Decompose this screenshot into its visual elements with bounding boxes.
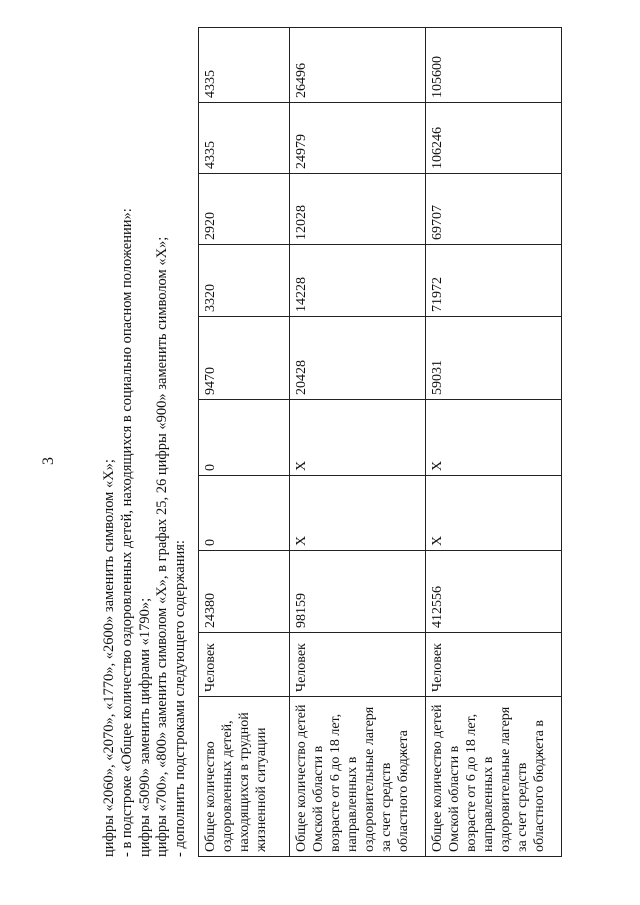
table-cell: 0 (199, 400, 290, 476)
table-cell: 106246 (426, 103, 562, 174)
row-name: Общее количество детей Омской области в возрасте от 6 до 18 лет, направленных в оздоровительные лагеря за счет средств областного бюджета в (426, 697, 562, 857)
table-cell: 69707 (426, 174, 562, 245)
row-unit: Человек (426, 633, 562, 697)
table-cell: 12028 (290, 174, 426, 245)
intro-line-5: - дополнить подстроками следующего содержания: (172, 540, 188, 857)
table-cell: 59031 (426, 317, 562, 400)
table-cell: Х (426, 400, 562, 476)
intro-line-1: цифры «2060», «2070», «1770», «2600» заменить символом «Х»; (101, 459, 117, 857)
intro-line-4: цифры «700», «800» заменить символом «Х», в графах 25, 26 цифры «900» заменить символом «Х»; (154, 236, 170, 857)
table-cell: Х (290, 476, 426, 551)
table-cell: 412556 (426, 551, 562, 633)
row-unit: Человек (199, 633, 290, 697)
table-cell: 71972 (426, 245, 562, 317)
table-row (290, 28, 426, 857)
data-table (198, 27, 562, 857)
table-row (426, 28, 562, 857)
page-number: 3 (40, 457, 57, 465)
table-cell: 9470 (199, 317, 290, 400)
table-cell: 105600 (426, 28, 562, 103)
table-row (199, 28, 290, 857)
row-unit: Человек (290, 633, 426, 697)
table-cell: Х (426, 476, 562, 551)
table-cell: Х (290, 400, 426, 476)
table-cell: 20428 (290, 317, 426, 400)
table-cell: 2920 (199, 174, 290, 245)
table-cell: 24380 (199, 551, 290, 633)
table-cell: 0 (199, 476, 290, 551)
table-cell: 14228 (290, 245, 426, 317)
table-cell: 98159 (290, 551, 426, 633)
table-cell: 4335 (199, 28, 290, 103)
row-name: Общее количество детей Омской области в возрасте от 6 до 18 лет, направленных в оздоровительные лагеря за счет средств областного бюджета (290, 697, 426, 857)
row-name: Общее количество оздоровленных детей, находящихся в трудной жизненной ситуации (199, 697, 290, 857)
table-cell: 3320 (199, 245, 290, 317)
table-cell: 24979 (290, 103, 426, 174)
intro-line-2: - в подстроке «Общее количество оздоровленных детей, находящихся в социально опасном положении»: (119, 208, 135, 857)
table-cell: 26496 (290, 28, 426, 103)
table-cell: 4335 (199, 103, 290, 174)
intro-line-3: цифры «5090» заменить цифрами «1790»; (137, 597, 153, 857)
